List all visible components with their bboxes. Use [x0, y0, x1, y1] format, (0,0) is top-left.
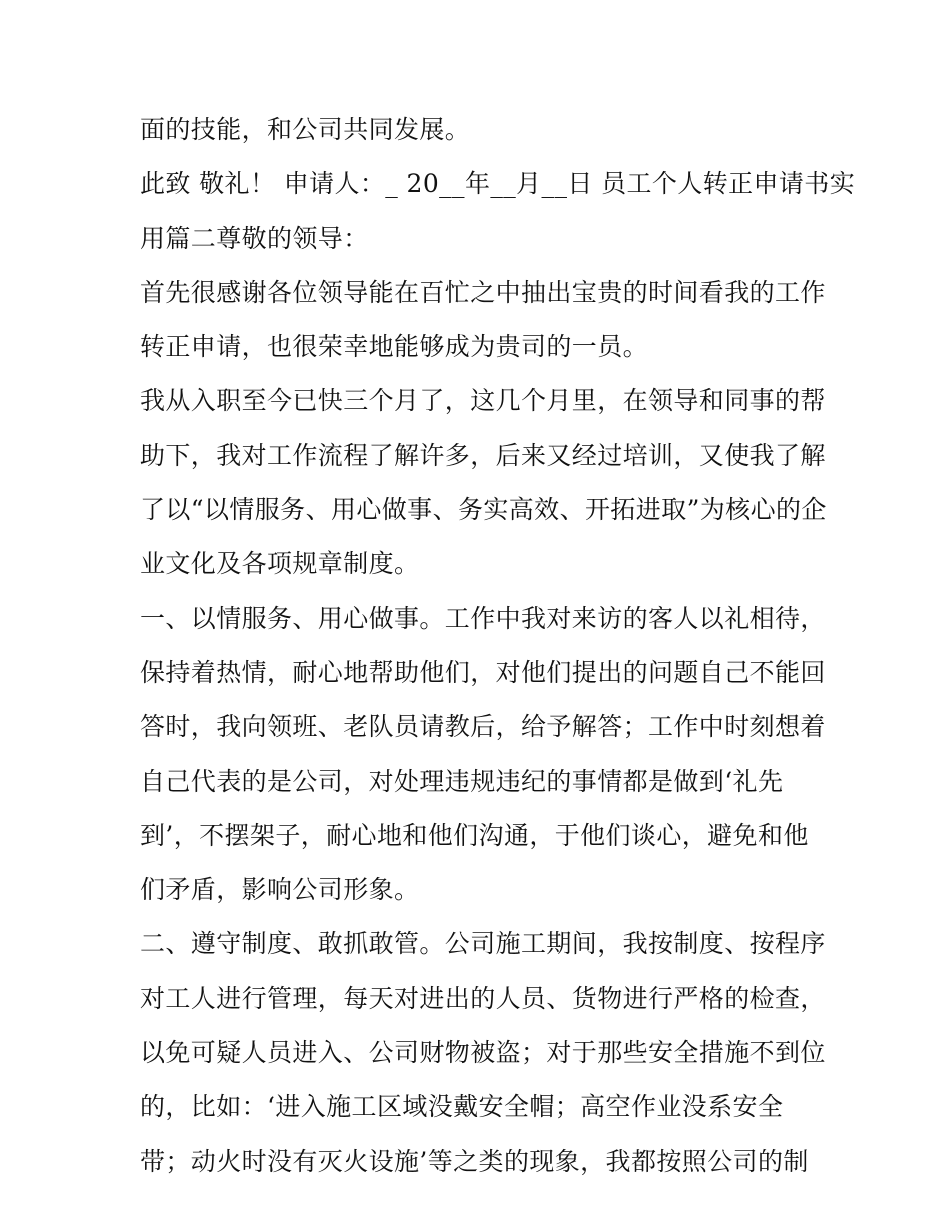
text-line: 一、以情服务、用心做事。工作中我对来访的客人以礼相待，: [140, 603, 826, 633]
text-line: 二、遵守制度、敢抓敢管。公司施工期间，我按制度、按程序: [140, 929, 826, 959]
text-line: 此致 敬礼！ 申请人：_ 20__年__月__日 员工个人转正申请书实: [140, 169, 856, 199]
text-line: 业文化及各项规章制度。: [140, 549, 420, 579]
text-line: 面的技能，和公司共同发展。: [140, 115, 471, 144]
document-body: [140, 108, 856, 1194]
text-line: 到’，不摆架子，耐心地和他们沟通，于他们谈心，避免和他: [140, 820, 809, 850]
text-line: 自己代表的是公司，对处理违规违纪的事情都是做到‘礼先: [140, 766, 784, 796]
text-line: 我从入职至今已快三个月了，这几个月里，在领导和同事的帮: [140, 386, 826, 416]
text-line: 了以“以情服务、用心做事、务实高效、开拓进取”为核心的企: [140, 495, 827, 525]
text-line: 对工人进行管理，每天对进出的人员、货物进行严格的检查，: [140, 983, 826, 1013]
text-line: 保持着热情，耐心地帮助他们，对他们提出的问题自己不能回: [140, 657, 826, 687]
text-line: 首先很感谢各位领导能在百忙之中抽出宝贵的时间看我的工作: [140, 277, 826, 307]
text-line: 转正申请，也很荣幸地能够成为贵司的一员。: [140, 332, 649, 362]
text-line: 的，比如：‘进入施工区域没戴安全帽；高空作业没系安全: [140, 1092, 784, 1122]
text-line: 们矛盾，影响公司形象。: [140, 875, 420, 905]
text-line: 以免可疑人员进入、公司财物被盗；对于那些安全措施不到位: [140, 1038, 826, 1068]
text-line: 答时，我向领班、老队员请教后，给予解答；工作中时刻想着: [140, 712, 826, 742]
text-line: 用篇二尊敬的领导：: [140, 223, 369, 253]
text-line: 带；动火时没有灭火设施’等之类的现象，我都按照公司的制: [140, 1146, 809, 1176]
text-line: 助下，我对工作流程了解许多，后来又经过培训，又使我了解: [140, 440, 826, 470]
